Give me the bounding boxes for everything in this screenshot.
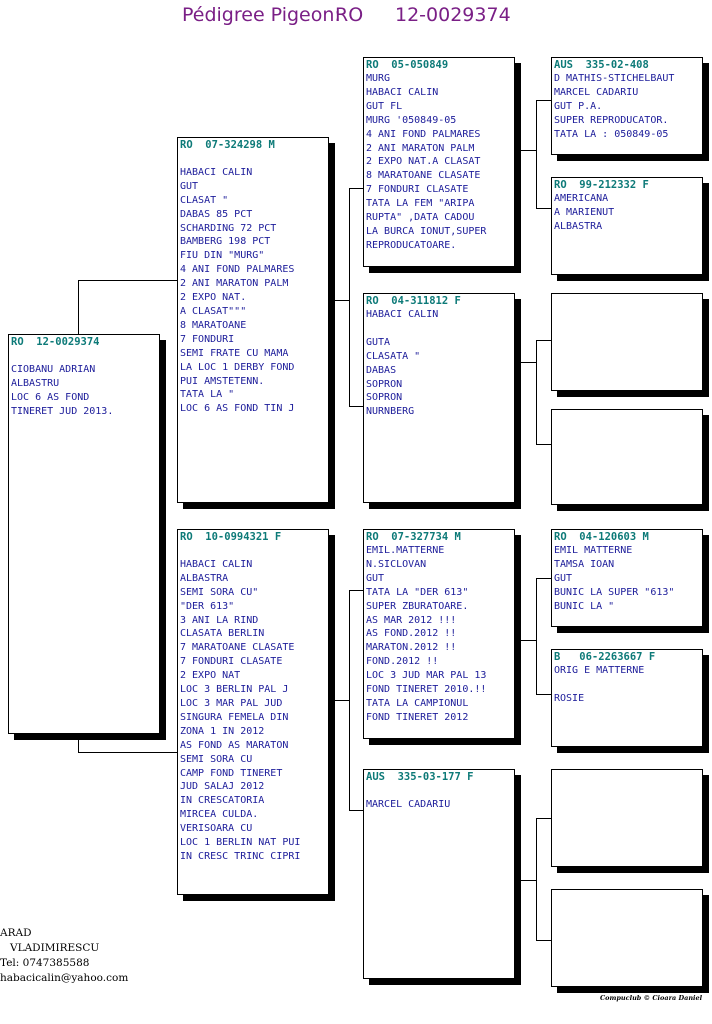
pedigree-card-ggp-1 — [551, 57, 703, 155]
contact-locality: VLADIMIRESCU — [0, 942, 100, 954]
ring-number: RO 10-0994321 F — [180, 531, 282, 543]
pedigree-card-ggp-8 — [551, 889, 703, 987]
pedigree-card-sire — [177, 137, 329, 503]
pedigree-card-dam — [177, 529, 329, 895]
pedigree-card-subject — [8, 334, 160, 734]
pedigree-card-ggp-6 — [551, 649, 703, 747]
connector-line — [78, 280, 178, 281]
connector-line — [349, 406, 364, 407]
connector-line — [536, 100, 552, 101]
connector-line — [536, 444, 552, 445]
card-notes: EMIL MATTERNE TAMSA IOAN GUT BUNIC LA SUPER "613" BUNIC LA " — [554, 545, 675, 612]
connector-line — [519, 362, 536, 363]
ring-number: RO 07-324298 M — [180, 139, 275, 151]
connector-line — [536, 100, 537, 208]
title-country: RO — [335, 4, 364, 26]
connector-line — [536, 940, 552, 941]
connector-line — [536, 340, 552, 341]
ring-number: RO 07-327734 M — [366, 531, 461, 543]
ring-number: RO 12-0029374 — [11, 336, 100, 348]
connector-line — [332, 700, 349, 701]
connector-line — [536, 818, 537, 940]
ring-number: RO 04-311812 F — [366, 295, 461, 307]
ring-number: AUS 335-02-408 — [554, 59, 649, 71]
contact-phone: Tel: 0747385588 — [0, 957, 90, 969]
card-notes: ORIG E MATTERNE ROSIE — [554, 665, 645, 704]
card-notes: HABACI CALIN GUT CLASAT " DABAS 85 PCT SCHARDING 72 PCT BAMBERG 198 PCT FIU DIN "MURG" 4 ANI FOND PALMARES 2 ANI MARATON PALM 2 EXPO NAT. A CLASAT""" 8 MARATOANE 7 FONDURI SEMI FRATE CU MAMA LA LOC 1 DERBY FOND PUI AMSTETENN. TATA LA " LOC 6 AS FOND TIN J — [180, 166, 295, 415]
connector-line — [536, 208, 552, 209]
connector-line — [536, 578, 552, 579]
owner-contact — [0, 926, 128, 986]
ring-number: RO 04-120603 M — [554, 531, 649, 543]
pedigree-card-ggp-3 — [551, 293, 703, 391]
title-prefix: Pédigree Pigeon: — [182, 4, 341, 26]
pedigree-card-sire-sire — [363, 57, 515, 267]
card-notes: HABACI CALIN ALBASTRA SEMI SORA CU" "DER 613" 3 ANI LA RIND CLASATA BERLIN 7 MARATOANE CLASATE 7 FONDURI CLASATE 2 EXPO NAT LOC 3 BERLIN PAL J LOC 3 MAR PAL JUD SINGURA FEMELA DIN ZONA 1 IN 2012 AS FOND AS MARATON SEMI SORA CU CAMP FOND TINERET JUD SALAJ 2012 IN CRESCATORIA MIRCEA CULDA. VERISOARA CU LOC 1 BERLIN NAT PUI IN CRESC TRINC CIPRI — [180, 558, 301, 862]
card-notes: EMIL.MATTERNE N.SICLOVAN GUT TATA LA "DER 613" SUPER ZBURATOARE. AS MAR 2012 !!! AS FOND.2012 !! MARATON.2012 !! FOND.2012 !! LOC 3 JUD MAR PAL 13 FOND TINERET 2010.!! TATA LA CAMPIONUL FOND TINERET 2012 — [366, 545, 487, 723]
connector-line — [332, 300, 349, 301]
pedigree-card-ggp-7 — [551, 769, 703, 867]
connector-line — [536, 340, 537, 444]
pedigree-card-dam-dam — [363, 769, 515, 979]
card-notes: MURG HABACI CALIN GUT FL MURG '050849-05 4 ANI FOND PALMARES 2 ANI MARATON PALM 2 EXPO NAT.A CLASAT 8 MARATOANE CLASATE 7 FONDURI CLASATE TATA LA FEM "ARIPA RUPTA" ,DATA CADOU LA BURCA IONUT,SUPER REPRODUCATOARE. — [366, 73, 487, 251]
connector-line — [519, 880, 536, 881]
software-credit: Compuclub © Cioara Daniel — [600, 994, 703, 1002]
ring-number: RO 05-050849 — [366, 59, 449, 71]
contact-city: ARAD — [0, 927, 32, 939]
connector-line — [519, 640, 536, 641]
connector-line — [349, 188, 350, 406]
connector-line — [536, 818, 552, 819]
connector-line — [536, 578, 537, 694]
connector-line — [349, 590, 350, 810]
ring-number: RO 99-212332 F — [554, 179, 649, 191]
pedigree-card-ggp-5 — [551, 529, 703, 627]
card-notes: CIOBANU ADRIAN ALBASTRU LOC 6 AS FOND TINERET JUD 2013. — [11, 363, 114, 417]
ring-number: B 06-2263667 F — [554, 651, 656, 663]
card-notes: MARCEL CADARIU — [366, 798, 451, 810]
title-ring: 12-0029374 — [395, 4, 511, 26]
connector-line — [519, 150, 536, 151]
connector-line — [349, 188, 364, 189]
pedigree-card-dam-sire — [363, 529, 515, 739]
connector-line — [78, 752, 178, 753]
card-notes: AMERICANA A MARIENUT ALBASTRA — [554, 193, 615, 232]
card-notes: HABACI CALIN GUTA CLASATA " DABAS SOPRON SOPRON NURNBERG — [366, 309, 439, 418]
ring-number: AUS 335-03-177 F — [366, 771, 474, 783]
connector-line — [536, 694, 552, 695]
connector-line — [349, 810, 364, 811]
pedigree-card-ggp-4 — [551, 409, 703, 505]
pedigree-card-ggp-2 — [551, 177, 703, 275]
pedigree-card-sire-dam — [363, 293, 515, 503]
card-notes: D MATHIS-STICHELBAUT MARCEL CADARIU GUT P.A. SUPER REPRODUCATOR. TATA LA : 050849-05 — [554, 73, 675, 140]
contact-email: habacicalin@yahoo.com — [0, 972, 129, 984]
connector-line — [349, 590, 364, 591]
